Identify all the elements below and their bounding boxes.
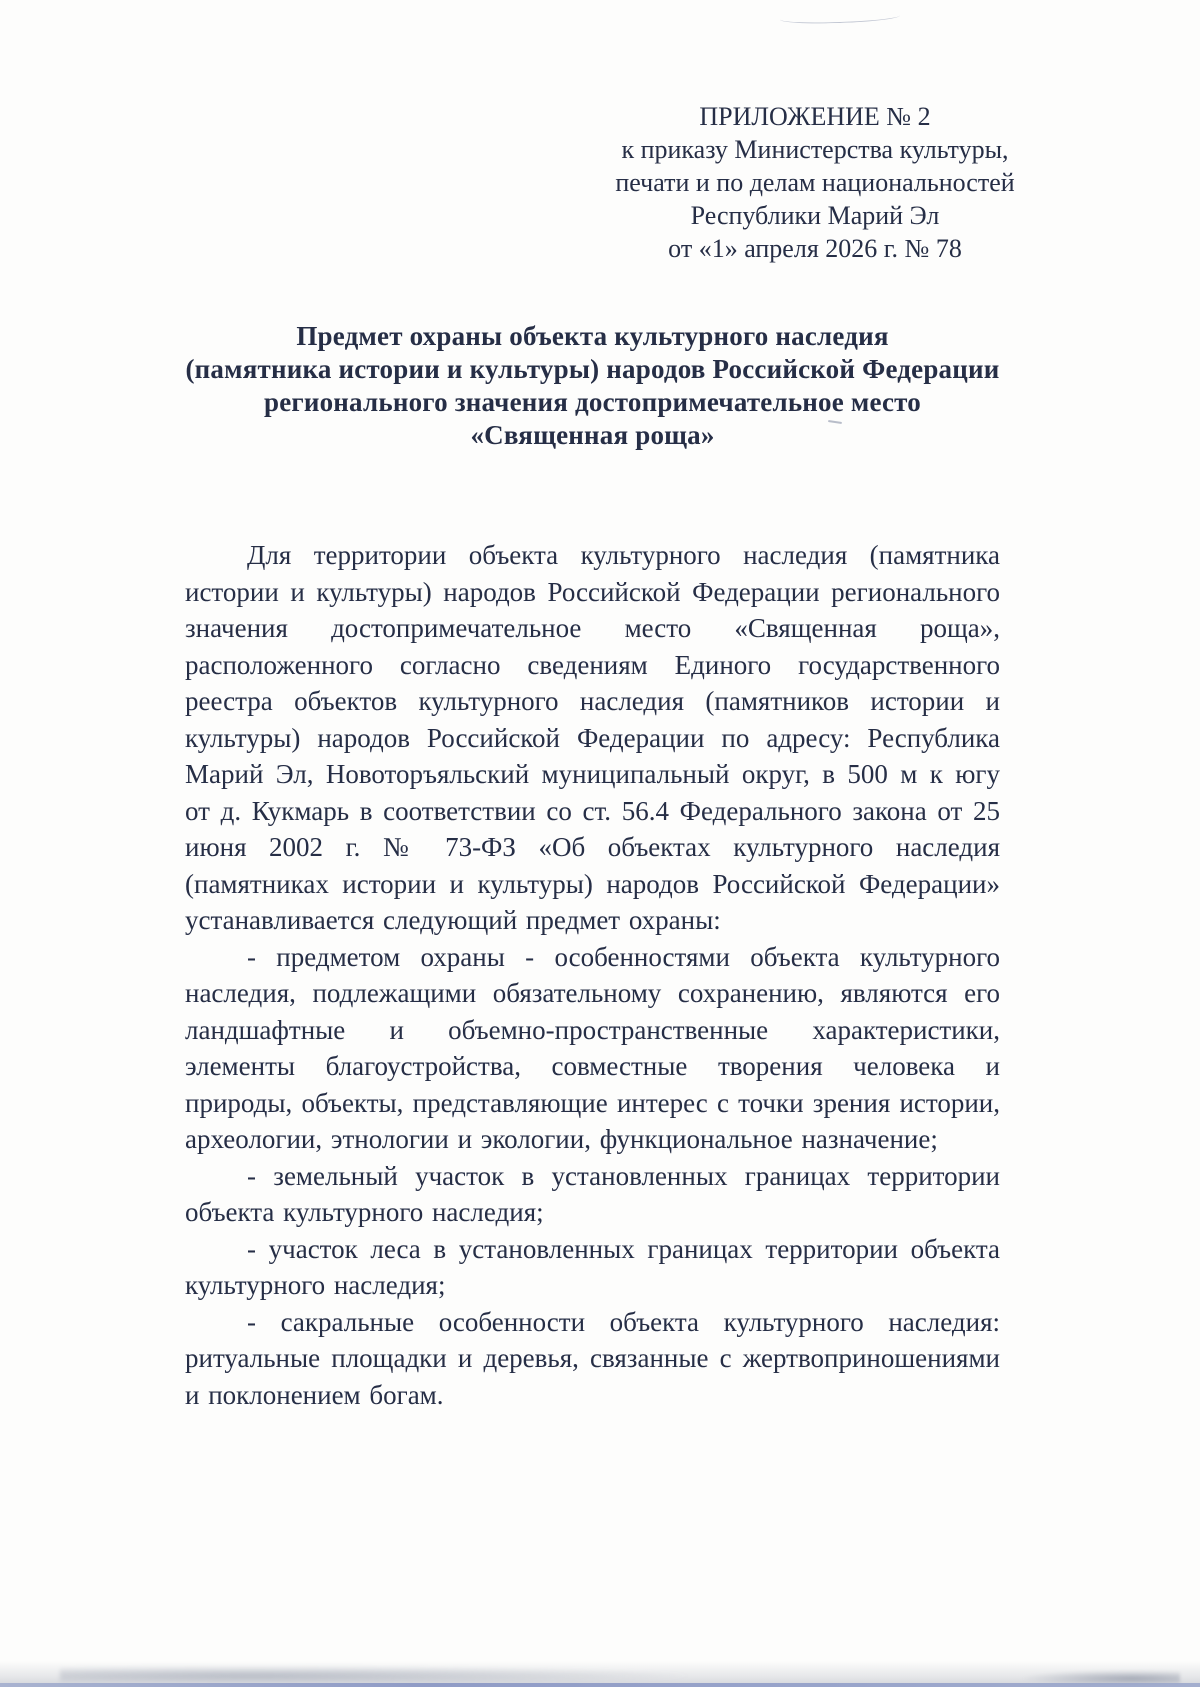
title-line-1: Предмет охраны объекта культурного наследия [296, 321, 889, 351]
scan-artifact-bottom-line [0, 1683, 1200, 1687]
paragraph-item-subject: - предметом охраны - особенностями объекта культурного наследия, подлежащими обязательному сохранению, являются его ландшафтные и объемно-пространственные характеристики, элементы благоустройства, совместные творения человека и природы, объекты, представляющие интерес с точки зрения истории, археологии, этнологии и экологии, функциональное назначение; [185, 941, 1000, 1154]
appendix-date-number-line: от «1» апреля 2026 г. № 78 [668, 234, 962, 263]
document-body [185, 537, 1000, 1413]
paragraph-item-land-plot: - земельный участок в установленных границах территории объекта культурного наследия; [185, 1160, 1000, 1227]
appendix-republic-line: Республики Марий Эл [690, 201, 940, 230]
appendix-number: ПРИЛОЖЕНИЕ № 2 [699, 102, 931, 131]
scan-artifact-bottom-smudge-left [60, 1666, 700, 1682]
title-line-2: (памятника истории и культуры) народов Российской Федерации [185, 354, 1000, 384]
appendix-header [590, 0, 1040, 265]
appendix-order-line-2: печати и по делам национальностей [615, 168, 1015, 197]
appendix-order-line-1: к приказу Министерства культуры, [621, 135, 1009, 164]
title-line-4: «Священная роща» [470, 420, 715, 450]
paragraph-intro: Для территории объекта культурного наследия (памятника истории и культуры) народов Российской Федерации регионального значения достопримечательное место «Священная роща», расположенного согласно сведениям Единого государственного реестра объектов культурного наследия (памятников истории и культуры) народов Российской Федерации по адресу: Республика Марий Эл, Новоторъяльский муниципальный округ, в 500 м к югу от д. Кукмарь в соответствии со ст. 56.4 Федерального закона от 25 июня 2002 г. № 73-ФЗ «Об объектах культурного наследия (памятниках истории и культуры) народов Российской Федерации» устанавливается следующий предмет охраны: [185, 540, 1000, 935]
title-line-3: регионального значения достопримечательное место [263, 387, 921, 417]
paragraph-item-forest-plot: - участок леса в установленных границах территории объекта культурного наследия; [185, 1233, 1000, 1300]
scan-artifact-bottom-smudge-right [1020, 1670, 1180, 1684]
document-title [185, 320, 1000, 452]
paragraph-item-sacral-features: - сакральные особенности объекта культурного наследия: ритуальные площадки и деревья, связанные с жертвоприношениями и поклонением богам. [185, 1306, 1000, 1410]
